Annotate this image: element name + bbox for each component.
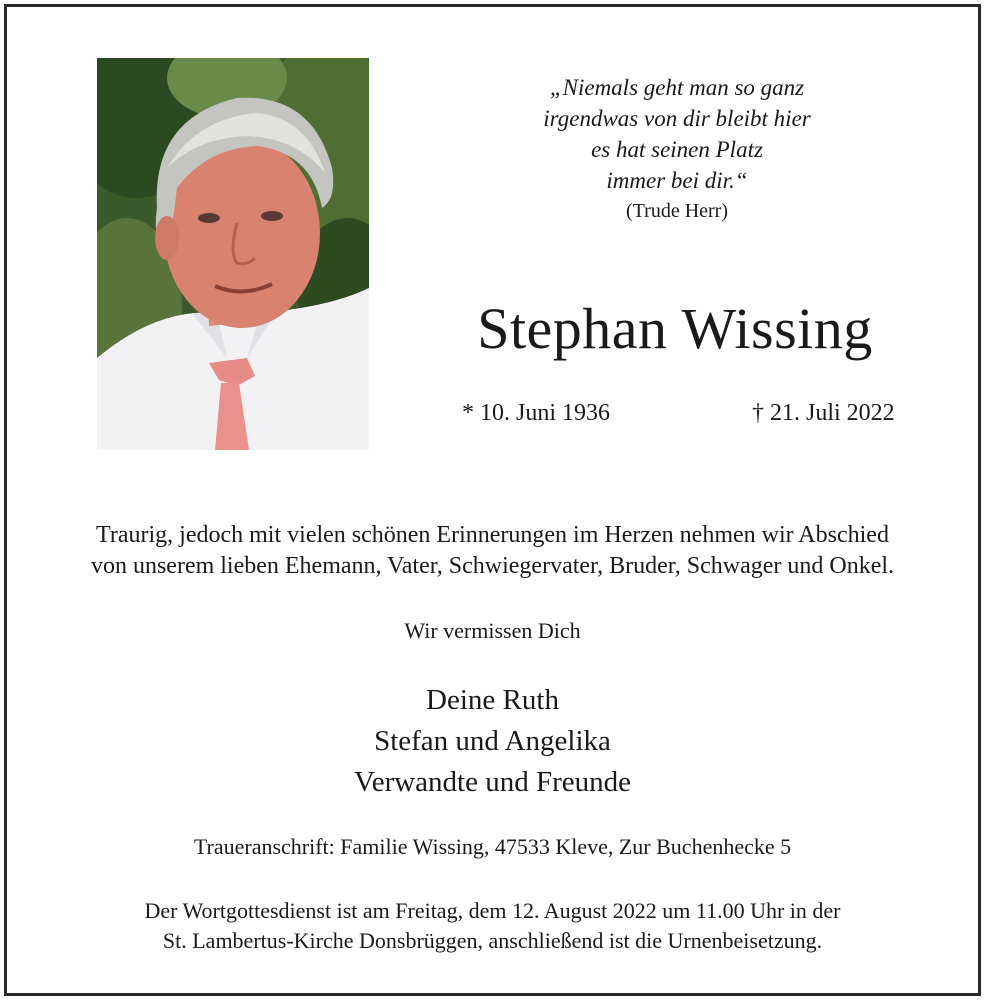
quote-author: (Trude Herr) (625, 200, 728, 222)
farewell-text (10, 520, 975, 582)
farewell-line: Traurig, jedoch mit vielen schönen Erinnerungen im Herzen nehmen wir Abschied (96, 522, 889, 548)
mourner-line: Deine Ruth (426, 684, 559, 716)
portrait-illustration (97, 58, 369, 450)
farewell-line: von unserem lieben Ehemann, Vater, Schwiegervater, Bruder, Schwager und Onkel. (90, 553, 895, 579)
quote-line: „Niemals geht man so ganz (549, 75, 805, 100)
deceased-name: Stephan Wissing (477, 296, 873, 361)
memorial-quote (470, 72, 884, 226)
quote-line: immer bei dir.“ (606, 168, 748, 193)
mourning-address: Traueranschrift: Familie Wissing, 47533 Kleve, Zur Buchenhecke 5 (193, 834, 792, 859)
portrait-photo (97, 58, 369, 450)
mourner-line: Verwandte und Freunde (353, 766, 632, 798)
death-date: † 21. Juli 2022 (752, 400, 895, 426)
service-line: Der Wortgottesdienst ist am Freitag, dem 12. August 2022 um 11.00 Uhr in der (144, 898, 841, 923)
miss-text: Wir vermissen Dich (404, 618, 581, 643)
birth-date: * 10. Juni 1936 (462, 400, 611, 426)
service-info (10, 896, 975, 956)
mourners-list (10, 680, 975, 803)
mourner-line: Stefan und Angelika (374, 725, 611, 757)
service-line: St. Lambertus-Kirche Donsbrüggen, anschließend ist die Urnenbeisetzung. (162, 928, 823, 953)
quote-line: irgendwas von dir bleibt hier (543, 106, 811, 131)
quote-line: es hat seinen Platz (591, 137, 763, 162)
